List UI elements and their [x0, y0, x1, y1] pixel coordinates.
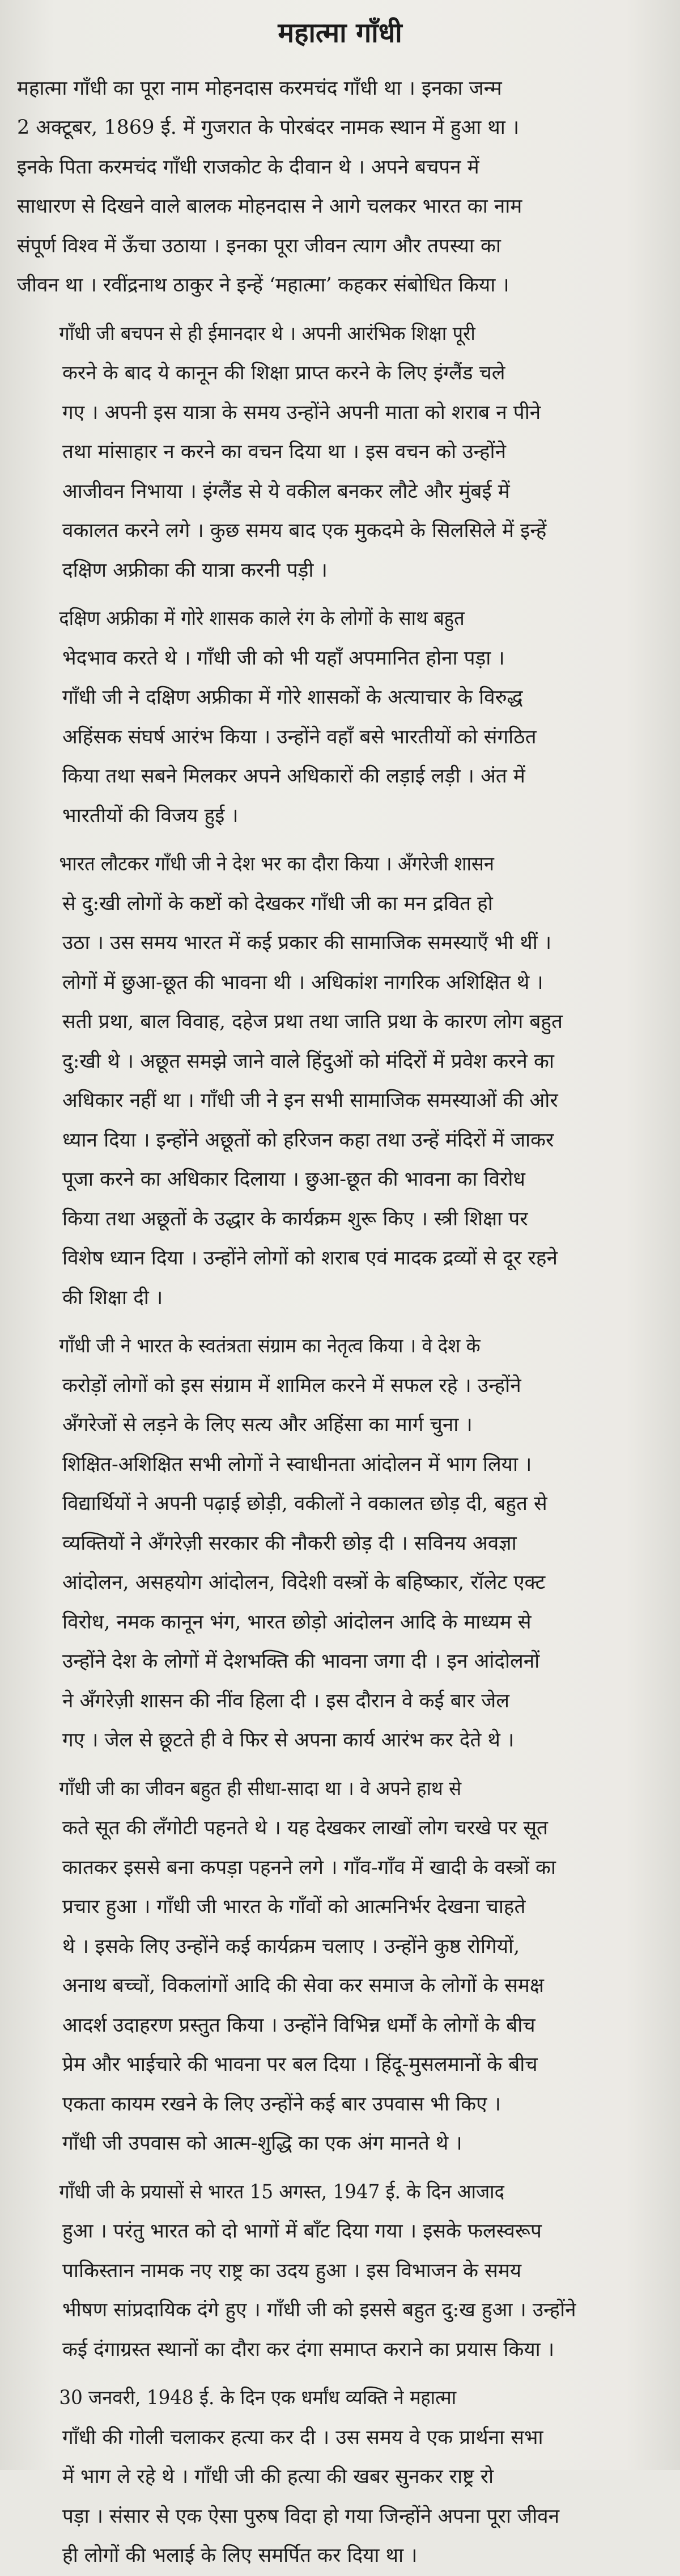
paragraph	[17, 2379, 663, 2576]
paragraph-line: अहिंसक संघर्ष आरंभ किया । उन्होंने वहाँ बसे भारतीयों को संगठित	[62, 725, 537, 748]
paragraph-line: करने के बाद ये कानून की शिक्षा प्राप्त करने के लिए इंग्लैंड चले	[62, 362, 505, 385]
paragraph-line: कते सूत की लँगोटी पहनते थे । यह देखकर लाखों लोग चरखे पर सूत	[62, 1817, 548, 1840]
paragraph-line: लोगों में छुआ-छूत की भावना थी । अधिकांश नागरिक अशिक्षित थे ।	[62, 971, 543, 994]
paragraph-line: करोड़ों लोगों को इस संग्राम में शामिल करने में सफल रहे । उन्होंने	[62, 1374, 521, 1397]
paragraph-line: इनके पिता करमचंद गाँधी राजकोट के दीवान थे । अपने बचपन में	[17, 155, 479, 179]
paragraph-line: भेदभाव करते थे । गाँधी जी को भी यहाँ अपमानित होना पड़ा ।	[62, 646, 505, 670]
paragraph-line: 2 अक्टूबर, 1869 ई. में गुजरात के पोरबंदर नामक स्थान में हुआ था ।	[17, 116, 520, 139]
paragraph-line: दक्षिण अफ्रीका में गोरे शासक काले रंग के लोगों के साथ बहुत	[59, 607, 465, 631]
paragraph	[17, 69, 663, 306]
paragraph-line: से दु:खी लोगों के कष्टों को देखकर गाँधी जी का मन द्रवित हो	[62, 892, 493, 915]
paragraph	[17, 845, 663, 1318]
paragraph-line: ही लोगों की भलाई के लिए समर्पित कर दिया था ।	[62, 2544, 418, 2567]
paragraph-line: भारत लौटकर गाँधी जी ने देश भर का दौरा किया । अँगरेजी शासन	[59, 853, 494, 876]
paragraph	[17, 1327, 663, 1761]
paragraph-line: भारतीयों की विजय हुई ।	[62, 804, 239, 827]
paragraph	[17, 315, 663, 591]
paragraph-line: ने अँगरेज़ी शासन की नींव हिला दी । इस दौरान वे कई बार जेल	[62, 1689, 509, 1712]
paragraph-line: उन्होंने देश के लोगों में देशभक्ति की भावना जगा दी । इन आंदोलनों	[62, 1650, 540, 1673]
paragraph-line: गाँधी जी ने भारत के स्वतंत्रता संग्राम का नेतृत्व किया । वे देश के	[59, 1335, 481, 1358]
paragraph-line: थे । इसके लिए उन्होंने कई कार्यक्रम चलाए । उन्होंने कुष्ठ रोगियों,	[62, 1935, 520, 1958]
paragraph-line: किया तथा अछूतों के उद्धार के कार्यक्रम शुरू किए । स्त्री शिक्षा पर	[62, 1207, 528, 1230]
paragraph-line: पड़ा । संसार से एक ऐसा पुरुष विदा हो गया जिन्होंने अपना पूरा जीवन	[62, 2505, 560, 2528]
paragraph-line: शिक्षित-अशिक्षित सभी लोगों ने स्वाधीनता आंदोलन में भाग लिया ।	[62, 1453, 532, 1476]
paragraph-line: जीवन था । रवींद्रनाथ ठाकुर ने इन्हें ‘महात्मा’ कहकर संबोधित किया ।	[17, 274, 509, 297]
paragraph-line: तथा मांसाहार न करने का वचन दिया था । इस वचन को उन्होंने	[62, 441, 507, 464]
paragraph-line: कई दंगाग्रस्त स्थानों का दौरा कर दंगा समाप्त कराने का प्रयास किया ।	[62, 2338, 555, 2361]
paragraph-line: महात्मा गाँधी का पूरा नाम मोहनदास करमचंद गाँधी था । इनका जन्म	[17, 77, 502, 100]
paragraph-line: विशेष ध्यान दिया । उन्होंने लोगों को शराब एवं मादक द्रव्यों से दूर रहने	[62, 1247, 558, 1270]
paragraph-line: वकालत करने लगे । कुछ समय बाद एक मुकदमे के सिलसिले में इन्हें	[62, 519, 547, 543]
paragraph-line: अँगरेजों से लड़ने के लिए सत्य और अहिंसा का मार्ग चुना ।	[62, 1414, 473, 1437]
paragraph-line: दक्षिण अफ्रीका की यात्रा करनी पड़ी ।	[62, 559, 328, 582]
paragraph-line: की शिक्षा दी ।	[62, 1286, 163, 1309]
paragraph-line: 30 जनवरी, 1948 ई. के दिन एक धर्मांध व्यक्ति ने महात्मा	[59, 2387, 457, 2410]
paragraph-line: दु:खी थे । अछूत समझे जाने वाले हिंदुओं को मंदिरों में प्रवेश करने का	[62, 1050, 554, 1073]
paragraph-line: अनाथ बच्चों, विकलांगों आदि की सेवा कर समाज के लोगों के समक्ष	[62, 1974, 544, 1998]
paragraph-line: कातकर इससे बना कपड़ा पहनने लगे । गाँव-गाँव में खादी के वस्त्रों का	[62, 1856, 556, 1879]
paragraph-line: गए । जेल से छूटते ही वे फिर से अपना कार्य आरंभ कर देते थे ।	[62, 1729, 515, 1752]
paragraph-line: आजीवन निभाया । इंग्लैंड से ये वकील बनकर लौटे और मुंबई में	[62, 480, 510, 503]
paragraph-line: गाँधी जी उपवास को आत्म-शुद्धि का एक अंग मानते थे ।	[62, 2132, 462, 2155]
paragraph-line: अधिकार नहीं था । गाँधी जी ने इन सभी सामाजिक समस्याओं की ओर	[62, 1089, 558, 1113]
paragraph-line: किया तथा सबने मिलकर अपने अधिकारों की लड़ाई लड़ी । अंत में	[62, 765, 525, 788]
essay-body	[17, 69, 663, 2576]
paragraph-line: संपूर्ण विश्व में ऊँचा उठाया । इनका पूरा जीवन त्याग और तपस्या का	[17, 234, 501, 257]
paragraph-line: एकता कायम रखने के लिए उन्होंने कई बार उपवास भी किए ।	[62, 2092, 501, 2116]
paragraph-line: गाँधी जी बचपन से ही ईमानदार थे । अपनी आरंभिक शिक्षा पूरी	[59, 322, 475, 345]
essay-title: महात्मा गाँधी	[278, 17, 402, 49]
paragraph-line: हुआ । परंतु भारत को दो भागों में बाँट दिया गया । इसके फलस्वरूप	[62, 2220, 542, 2243]
paragraph-line: गए । अपनी इस यात्रा के समय उन्होंने अपनी माता को शराब न पीने	[62, 401, 541, 424]
paragraph-line: विरोध, नमक कानून भंग, भारत छोड़ो आंदोलन आदि के माध्यम से	[62, 1610, 532, 1634]
paragraph-line: गाँधी जी के प्रयासों से भारत 15 अगस्त, 1947 ई. के दिन आजाद	[59, 2180, 504, 2203]
paragraph	[17, 2173, 663, 2370]
paragraph-line: प्रचार हुआ । गाँधी जी भारत के गाँवों को आत्मनिर्भर देखना चाहते	[62, 1896, 526, 1919]
paragraph-line: गाँधी जी ने दक्षिण अफ्रीका में गोरे शासकों के अत्याचार के विरुद्ध	[62, 686, 523, 709]
paragraph	[17, 1770, 663, 2164]
paragraph-line: पूजा करने का अधिकार दिलाया । छुआ-छूत की भावना का विरोध	[62, 1168, 525, 1191]
paragraph-line: गाँधी जी का जीवन बहुत ही सीधा-सादा था । वे अपने हाथ से	[59, 1777, 462, 1800]
paragraph	[17, 599, 663, 836]
paragraph-line: साधारण से दिखने वाले बालक मोहनदास ने आगे चलकर भारत का नाम	[17, 195, 522, 218]
paragraph-line: विद्यार्थियों ने अपनी पढ़ाई छोड़ी, वकीलों ने वकालत छोड़ दी, बहुत से	[62, 1492, 547, 1516]
paragraph-line: ध्यान दिया । इन्होंने अछूतों को हरिजन कहा तथा उन्हें मंदिरों में जाकर	[62, 1128, 554, 1152]
paragraph-line: व्यक्तियों ने अँगरेज़ी सरकार की नौकरी छोड़ दी । सविनय अवज्ञा	[62, 1532, 517, 1555]
paragraph-line: में भाग ले रहे थे । गाँधी जी की हत्या की खबर सुनकर राष्ट्र रो	[62, 2465, 494, 2489]
paragraph-line: सती प्रथा, बाल विवाह, दहेज प्रथा तथा जाति प्रथा के कारण लोग बहुत	[62, 1010, 563, 1034]
paragraph-line: उठा । उस समय भारत में कई प्रकार की सामाजिक समस्याएँ भी थीं ।	[62, 932, 552, 955]
paragraph-line: भीषण सांप्रदायिक दंगे हुए । गाँधी जी को इससे बहुत दु:ख हुआ । उन्होंने	[62, 2299, 576, 2322]
paragraph-line: पाकिस्तान नामक नए राष्ट्र का उदय हुआ । इस विभाजन के समय	[62, 2259, 522, 2282]
paragraph-line: प्रेम और भाईचारे की भावना पर बल दिया । हिंदू-मुसलमानों के बीच	[62, 2053, 538, 2076]
paragraph-line: गाँधी की गोली चलाकर हत्या कर दी । उस समय वे एक प्रार्थना सभा	[62, 2426, 543, 2449]
paragraph-line: आंदोलन, असहयोग आंदोलन, विदेशी वस्त्रों के बहिष्कार, रॉलेट एक्ट	[62, 1571, 546, 1594]
paragraph-line: आदर्श उदाहरण प्रस्तुत किया । उन्होंने विभिन्न धर्मों के लोगों के बीच	[62, 2014, 536, 2037]
